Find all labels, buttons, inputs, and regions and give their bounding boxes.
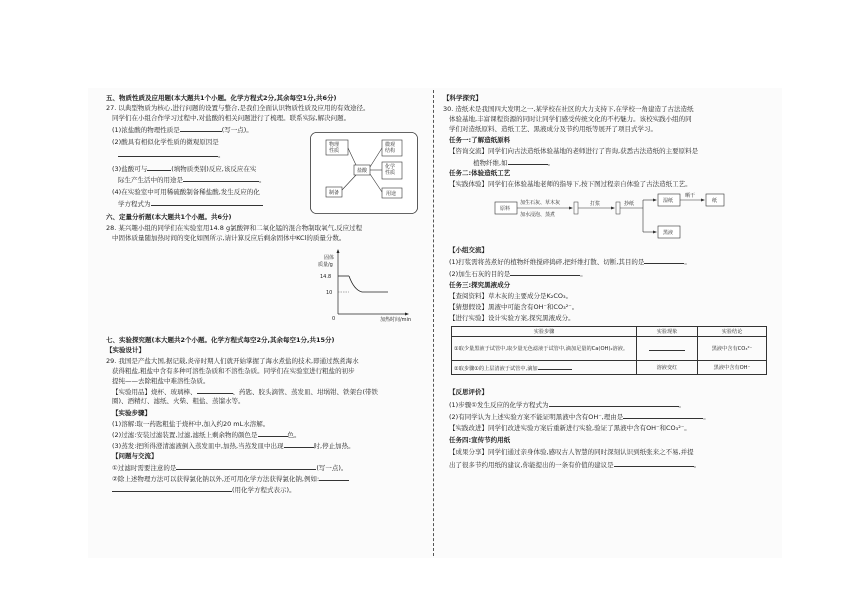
q30-line: 学们对造纸原料、造纸工艺、黑液成分及节约用纸等展开了项目式学习。 [449,125,657,133]
reflection-line: (2)有同学认为上述实验方案不能证明黑液中含有OH⁻,理由是 。 [449,413,710,421]
q27-part2: (2)酸具有相似化学性质的微观原因是 [112,138,219,146]
flow-node: 原料 [500,206,511,212]
q27-part3: (3)盐酸可与 (填物质类别)反应,该反应在实 [112,165,257,173]
task-3-line: 【猜想假设】黑液中可能含有OH⁻和CO₃²⁻。 [449,303,579,311]
table-cell: 黑液中含有CO₃²⁻ [698,337,767,361]
answer-blank[interactable] [258,430,288,437]
task-3-heading: 任务三:探究黑液成分 [449,281,511,289]
task-4-line: 出了很多节约用纸的建议,你能提出的一条有价值的建议是 。 [449,461,701,469]
task-3-line: 【进行实验】设计实验方案,探究黑液成分。 [449,314,575,322]
q30-line: 30. 造纸术是我国四大发明之一,某学校在社区的大力支持下,在学校一角建造了古法造纸 [443,105,694,113]
step-line: (2)过滤:安装过滤装置,过滤,滤纸上剩余物的颜色是 色。 [112,431,301,439]
q29-line: 圈)、酒精灯、滤纸、火柴、粗盐、蒸馏水等。 [112,397,245,405]
q29-line: 29. 我国是产盐大国,据记载,炎帝时期人们就开始掌握了海水煮盐的技术,即通过熬煮海水 [106,357,359,365]
answer-blank[interactable] [151,199,263,206]
hydrochloric-acid-mindmap [310,132,418,214]
svg-text:质量/g: 质量/g [318,262,333,268]
section-5-heading: 五、物质性质及应用题(本大题共1个小题。化学方程式2分,其余每空1分,共6分) [106,94,337,102]
answer-blank[interactable] [180,125,222,132]
science-inquiry-label: 【科学探究】 [443,94,482,102]
q27-part3-b: 际生产生活中的用途是 。 [118,176,266,184]
steps-heading: 【实验步骤】 [112,409,151,417]
flow-node: 湿纸 [663,198,674,204]
q27-part2-blank: 。 [118,150,225,160]
answer-blank[interactable] [614,460,694,467]
task-1-line: 植物纤维,如 。 [473,159,555,167]
q27-line: 27. 以典型物质为核心,进行问题的设置与整合,是我们全面认识物质性质及应用的有效途径。 [106,104,370,112]
table-cell: ①取少量黑液于试管中,取少量无色滤液于试管中,滴加足量的Ca(OH)₂溶液。 [452,337,637,361]
svg-text:性质: 性质 [329,148,340,154]
section-7-heading: 七、实验探究题(本大题共2个小题。化学方程式每空2分,其余每空1分,共15分) [106,336,335,344]
task-1-heading: 任务一:了解造纸原料 [449,136,511,144]
answer-blank[interactable] [319,474,349,481]
q29-line: 提纯——去除粗盐中难溶性杂质。 [112,377,210,385]
flow-arrow-label: 加生石灰、草木灰 [520,200,561,206]
answer-blank[interactable] [118,150,218,157]
answer-blank[interactable] [197,387,233,394]
answer-blank[interactable] [284,441,314,448]
column-divider [433,90,434,556]
flow-node: 黑液 [663,230,674,236]
step-line: (1)溶解:取一药匙粗盐于烧杯中,加入约20 mL水溶解。 [112,420,270,428]
flow-arrow-label: 晒干 [685,193,696,199]
q30-line: 体验基地,丰富课程资源的同时让同学们感受传统文化的不朽魅力。该校实践小组的同 [449,115,692,123]
graph-y-tick: 14.8 [320,274,332,280]
answer-blank[interactable] [644,257,684,264]
q29-materials: 【实验用品】烧杯、玻璃棒、 、药匙、胶头滴管、蒸发皿、坩埚钳、铁架台(带铁 [112,388,379,396]
papermaking-flow-diagram [493,192,743,240]
table-cell: 黑液中含有OH⁻ [698,361,767,375]
answer-blank[interactable] [183,175,259,182]
group-exchange-line: (2)加生石灰的目的是 。 [449,270,587,278]
table-header: 实验现象 [637,327,698,337]
mindmap-node: 物理 [329,142,340,148]
task-2-line: 【实践体验】同学们在体验基地老师的指导下,按下图过程亲自体验了古法造纸工艺。 [449,180,692,188]
q28-line: 中固体质量随加热时间的变化如图所示,请计算反应后剩余固体中KCl的质量分数。 [112,234,346,242]
task-3-line: 【查阅资料】草木灰的主要成分是K₂CO₃。 [449,292,573,300]
answer-blank[interactable] [549,400,679,407]
q27-part4: (4)在实验室中可用稀硫酸制备稀盐酸,发生反应的化 [112,188,260,196]
graph-y-label: 固体 [324,255,335,261]
group-exchange-line: (1)打浆需将蒸煮好的植物纤维搅碎捣碎,把纤维打散、切断,其目的是 。 [449,258,691,266]
step-line: (3)蒸发:把所得澄清滤液倒入蒸发皿中,加热,当蒸发皿中出现 时,停止加热。 [112,442,355,450]
flow-node: 纸 [712,198,718,204]
group-exchange-heading: 【小组交流】 [449,246,488,254]
q27-line: 同学们在小组合作学习过程中,对盐酸的相关问题进行了梳理。联系实际,解决问题。 [112,114,351,122]
graph-x-label: 加热时间/min [380,317,412,322]
flow-arrow-label: 加水浸泡、蒸煮 [520,212,556,218]
q27-part4-b: 学方程式为 [118,199,263,209]
table-header: 实验步骤 [452,327,637,337]
table-cell: ②取步骤①的上层清液于试管中,滴加 [452,361,637,375]
table-header: 实验结论 [698,327,767,337]
graph-origin: 0 [332,316,336,322]
exam-page [88,88,782,558]
experiment-table [451,326,767,375]
answer-blank[interactable] [538,363,572,370]
mindmap-node: 化学 [385,164,396,170]
answer-blank[interactable] [623,412,703,419]
mindmap-node: 微观 [385,142,396,148]
discussion-heading: 【问题与交流】 [112,452,158,460]
reflection-heading: 【反思评价】 [449,388,488,396]
q28-line: 28. 某兴趣小组的同学们在实验室用14.8 g氯酸钾和二氧化锰的混合物制取氧气,反应过程 [106,224,363,232]
discussion-line: ①过滤时需要注意的是 (写一点)。 [112,464,348,472]
answer-blank[interactable] [508,158,548,165]
graph-y-tick: 10 [326,290,333,296]
experiment-design-label: 【实验设计】 [106,346,145,354]
mindmap-node: 盐酸 [357,168,368,174]
flow-arrow-label: 打浆 [590,201,601,207]
answer-blank[interactable] [112,485,232,492]
task-1-line: 【咨询交流】同学们向古法造纸体验基地的老师进行了咨询,获悉古法造纸的主要原料是 [449,147,699,155]
q27-part1: (1)浓盐酸的物理性质是 (写一点)。 [112,126,253,134]
answer-blank[interactable] [176,463,316,470]
answer-blank[interactable] [510,269,580,276]
flow-arrow-label: 抄纸 [624,201,635,207]
task-4-heading: 任务四:宣传节约用纸 [449,436,511,444]
svg-text:性质: 性质 [385,170,396,176]
task-2-heading: 任务二:体验造纸工艺 [449,169,511,177]
reflection-line: 【实践改进】同学们改进实验方案后重新进行实验,验证了黑液中含有OH⁻和CO₃²⁻。 [449,424,691,432]
section-6-heading: 六、定量分析题(本大题共1个小题。共6分) [106,213,232,221]
mindmap-node: 制备 [329,190,340,196]
q29-line: 获得粗盐,粗盐中含有多种可溶性杂质和不溶性杂质。同学们在实验室进行粗盐的初步 [112,367,355,375]
mass-time-graph [306,244,416,322]
task-4-line: 【成果分享】同学们通过亲身体验,感叹古人智慧的同时深刻认识到纸张来之不易,并提 [449,448,694,456]
discussion-line: ②除上述物理方法可以获得氯化钠以外,还可用化学方法获得氯化钠,例如: [112,474,349,484]
mindmap-node: 用途 [386,191,397,197]
reflection-line: (1)步骤①发生反应的化学方程式为 。 [449,401,686,409]
svg-text:结构: 结构 [385,148,396,154]
discussion-line: (用化学方程式表示)。 [112,485,296,495]
table-cell [637,337,698,361]
answer-blank[interactable] [649,344,685,351]
table-cell: 溶液变红 [637,361,698,375]
answer-blank[interactable] [147,164,171,171]
